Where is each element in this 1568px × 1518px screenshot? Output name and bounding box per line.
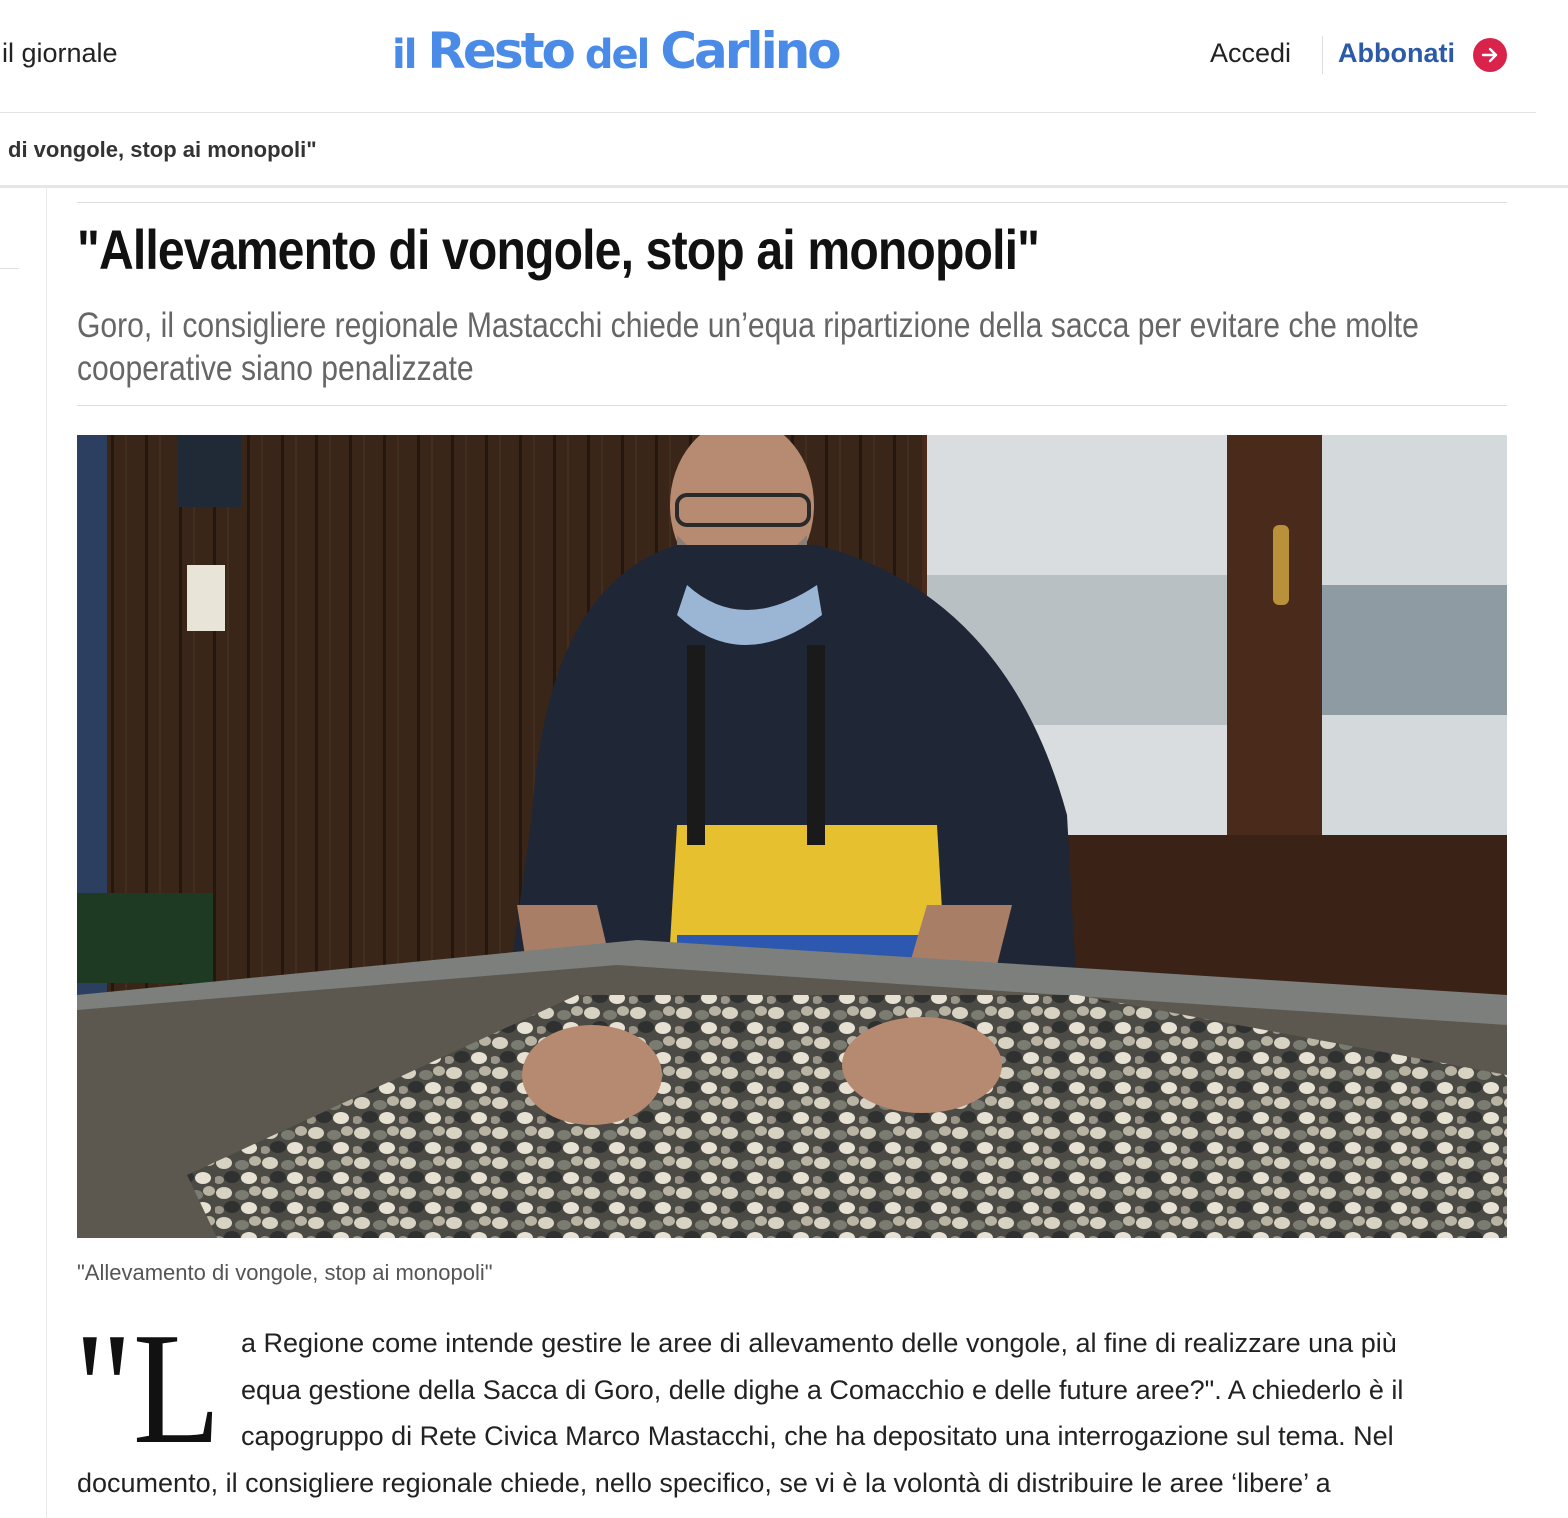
article-body-line: capogruppo di Rete Civica Marco Mastacchi, che ha depositato una interrogazione sul tema. Nel [241,1421,1394,1451]
nav-il-giornale-link[interactable]: il giornale [2,38,118,68]
arrow-right-circle-icon[interactable] [1473,38,1507,72]
logo-part-resto: Resto [427,22,573,80]
login-link[interactable]: Accedi [1210,38,1292,68]
subheadline-bottom-rule [77,405,1507,406]
logo-part-del: del [584,32,649,78]
article-body [77,1320,1507,1506]
article-photo[interactable] [77,435,1507,1238]
article-dropcap: "L [74,1299,221,1477]
header-divider [1322,36,1323,74]
article-headline: "Allevamento di vongole, stop ai monopoli" [77,218,1040,281]
logo-part-carlino: Carlino [660,22,839,80]
sticky-article-bar [0,113,1568,188]
left-column-tick [0,268,19,269]
article-subheadline: Goro, il consigliere regionale Mastacchi chiede un’equa ripartizione della sacca per evitare che molte cooperative siano penalizzate [77,306,1419,388]
subscribe-link[interactable]: Abbonati [1338,38,1455,68]
photo-caption: "Allevamento di vongole, stop ai monopoli" [77,1260,493,1285]
sticky-article-title: di vongole, stop ai monopoli" [8,137,317,162]
left-column-divider [46,188,47,1518]
article-body-line: documento, il consigliere regionale chiede, nello specifico, se vi è la volontà di distribuire le aree ‘libere’ a [77,1467,1331,1498]
site-header [0,0,1536,113]
article-body-line: equa gestione della Sacca di Goro, delle dighe a Comacchio e delle future aree?". A chiederlo è il [241,1374,1404,1405]
headline-top-rule [77,202,1507,203]
site-logo[interactable] [392,22,839,82]
article-body-line: a Regione come intende gestire le aree di allevamento delle vongole, al fine di realizzare una più [241,1328,1397,1358]
logo-part-il: il [392,32,416,78]
